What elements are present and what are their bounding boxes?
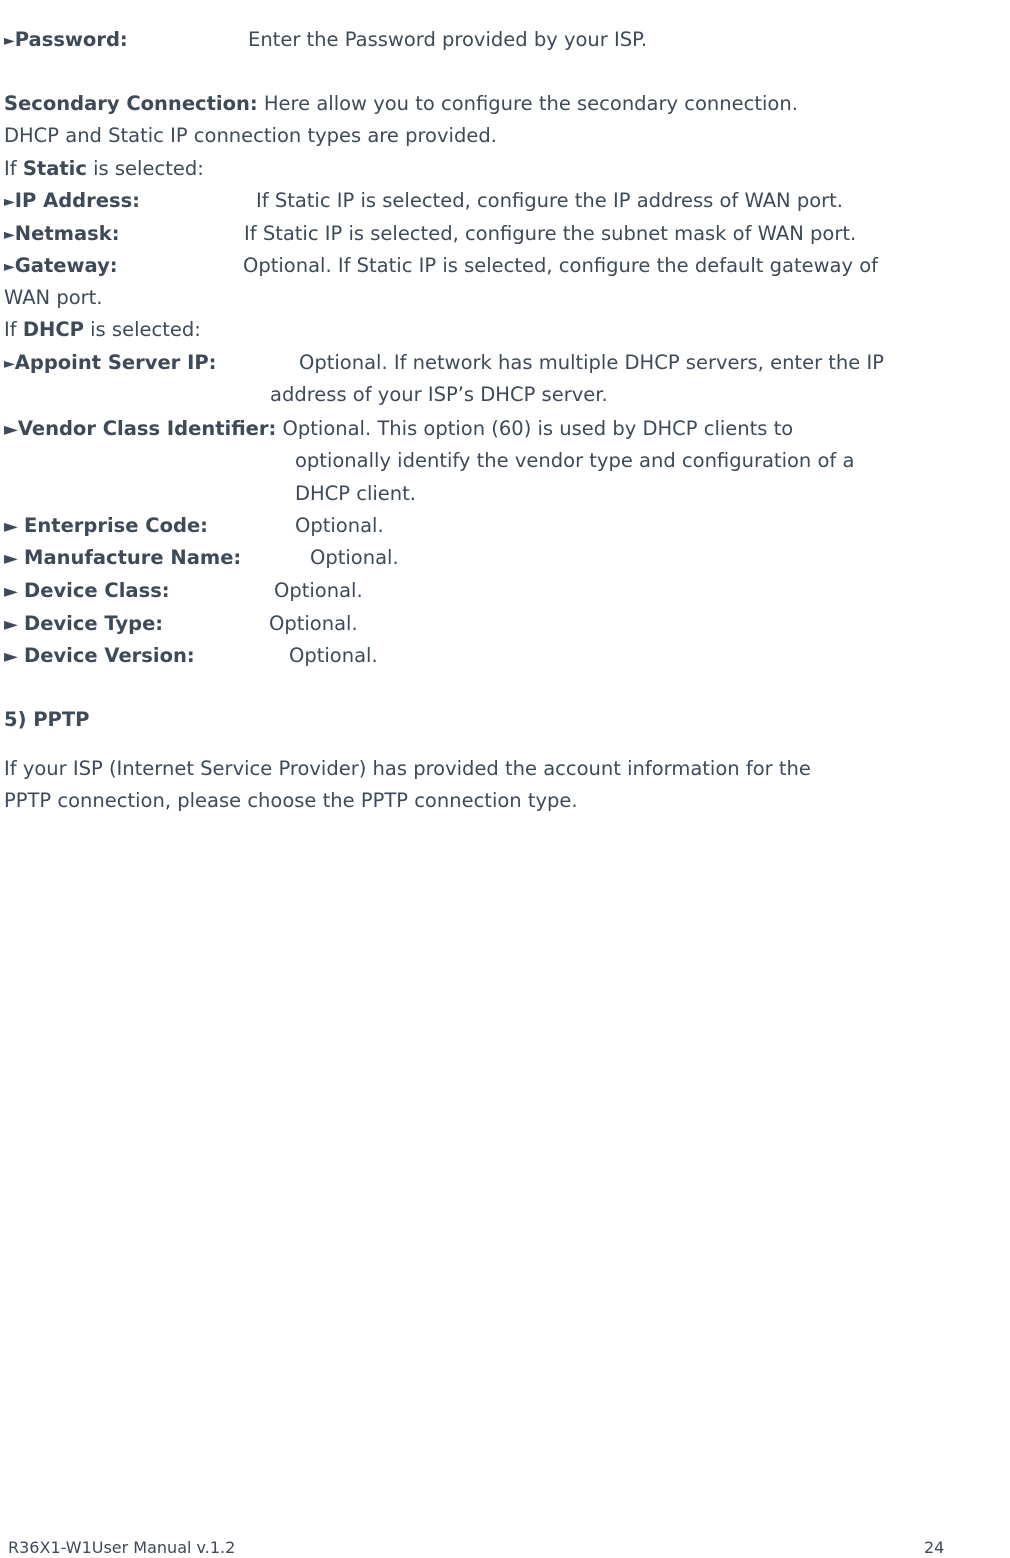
pptp-heading: 5) PPTP: [4, 708, 90, 731]
device-class-label: Device Class:: [24, 579, 170, 602]
appoint-label: Appoint Server IP:: [14, 351, 217, 374]
static-keyword: Static: [22, 157, 87, 180]
device-class-desc: Optional.: [274, 579, 363, 602]
dhcp-selected-line: [4, 318, 201, 342]
netmask-label: Netmask:: [14, 222, 120, 245]
static-post: is selected:: [93, 157, 204, 180]
bullet-arrow-icon: ►: [4, 33, 15, 49]
vendor-desc-2: optionally identify the vendor type and configuration of a: [295, 449, 855, 472]
device-class-row: [4, 579, 170, 604]
manufacture-desc: Optional.: [310, 546, 399, 569]
enterprise-row: [4, 514, 208, 539]
bullet-arrow-icon: ►: [4, 356, 15, 372]
device-type-desc: Optional.: [269, 612, 358, 635]
vendor-label: Vendor Class Identifier:: [17, 417, 277, 440]
dhcp-pre: If: [4, 318, 17, 341]
secondary-desc-2: DHCP and Static IP connection types are provided.: [4, 124, 497, 147]
gateway-row: [4, 254, 118, 279]
bullet-arrow-icon: ►: [4, 614, 18, 635]
device-type-label: Device Type:: [24, 612, 164, 635]
manufacture-label: Manufacture Name:: [24, 546, 242, 569]
ip-address-row: [4, 189, 140, 214]
password-row: [4, 28, 128, 53]
password-label: Password:: [14, 28, 128, 51]
appoint-desc-1: Optional. If network has multiple DHCP servers, enter the IP: [299, 351, 884, 374]
ip-address-desc: If Static IP is selected, configure the IP address of WAN port.: [256, 189, 843, 212]
vendor-row: [4, 417, 793, 442]
pptp-para-2: PPTP connection, please choose the PPTP connection type.: [4, 789, 578, 812]
gateway-desc-2: WAN port.: [4, 286, 103, 309]
vendor-desc-1: Optional. This option (60) is used by DHCP clients to: [282, 417, 794, 440]
bullet-arrow-icon: ►: [4, 194, 15, 210]
gateway-label: Gateway:: [14, 254, 118, 277]
footer-page-number: 24: [924, 1538, 945, 1557]
password-desc: Enter the Password provided by your ISP.: [248, 28, 648, 51]
manufacture-row: [4, 546, 241, 571]
bullet-arrow-icon: ►: [4, 419, 18, 440]
dhcp-post: is selected:: [90, 318, 201, 341]
netmask-row: [4, 222, 120, 247]
bullet-arrow-icon: ►: [4, 548, 18, 569]
gateway-desc-1: Optional. If Static IP is selected, configure the default gateway of: [243, 254, 879, 277]
secondary-label: Secondary Connection:: [4, 92, 258, 115]
device-version-label: Device Version:: [24, 644, 195, 667]
bullet-arrow-icon: ►: [4, 259, 15, 275]
bullet-arrow-icon: ►: [4, 516, 18, 537]
bullet-arrow-icon: ►: [4, 646, 18, 667]
bullet-arrow-icon: ►: [4, 581, 18, 602]
device-type-row: [4, 612, 163, 637]
vendor-desc-3: DHCP client.: [295, 482, 417, 505]
enterprise-label: Enterprise Code:: [24, 514, 208, 537]
enterprise-desc: Optional.: [295, 514, 384, 537]
secondary-desc-1: Here allow you to configure the secondary connection.: [263, 92, 798, 115]
device-version-row: [4, 644, 195, 669]
netmask-desc: If Static IP is selected, configure the subnet mask of WAN port.: [244, 222, 857, 245]
dhcp-keyword: DHCP: [22, 318, 84, 341]
section-heading-pptp: [4, 708, 89, 732]
bullet-arrow-icon: ►: [4, 227, 15, 243]
pptp-para-1: If your ISP (Internet Service Provider) has provided the account information for the: [4, 757, 811, 780]
static-pre: If: [4, 157, 17, 180]
appoint-desc-2: address of your ISP’s DHCP server.: [270, 383, 608, 406]
device-version-desc: Optional.: [289, 644, 378, 667]
ip-address-label: IP Address:: [14, 189, 140, 212]
appoint-row: [4, 351, 216, 376]
static-selected-line: [4, 157, 204, 181]
footer-manual-title: R36X1-W1User Manual v.1.2: [8, 1538, 236, 1557]
secondary-row: [4, 92, 798, 116]
